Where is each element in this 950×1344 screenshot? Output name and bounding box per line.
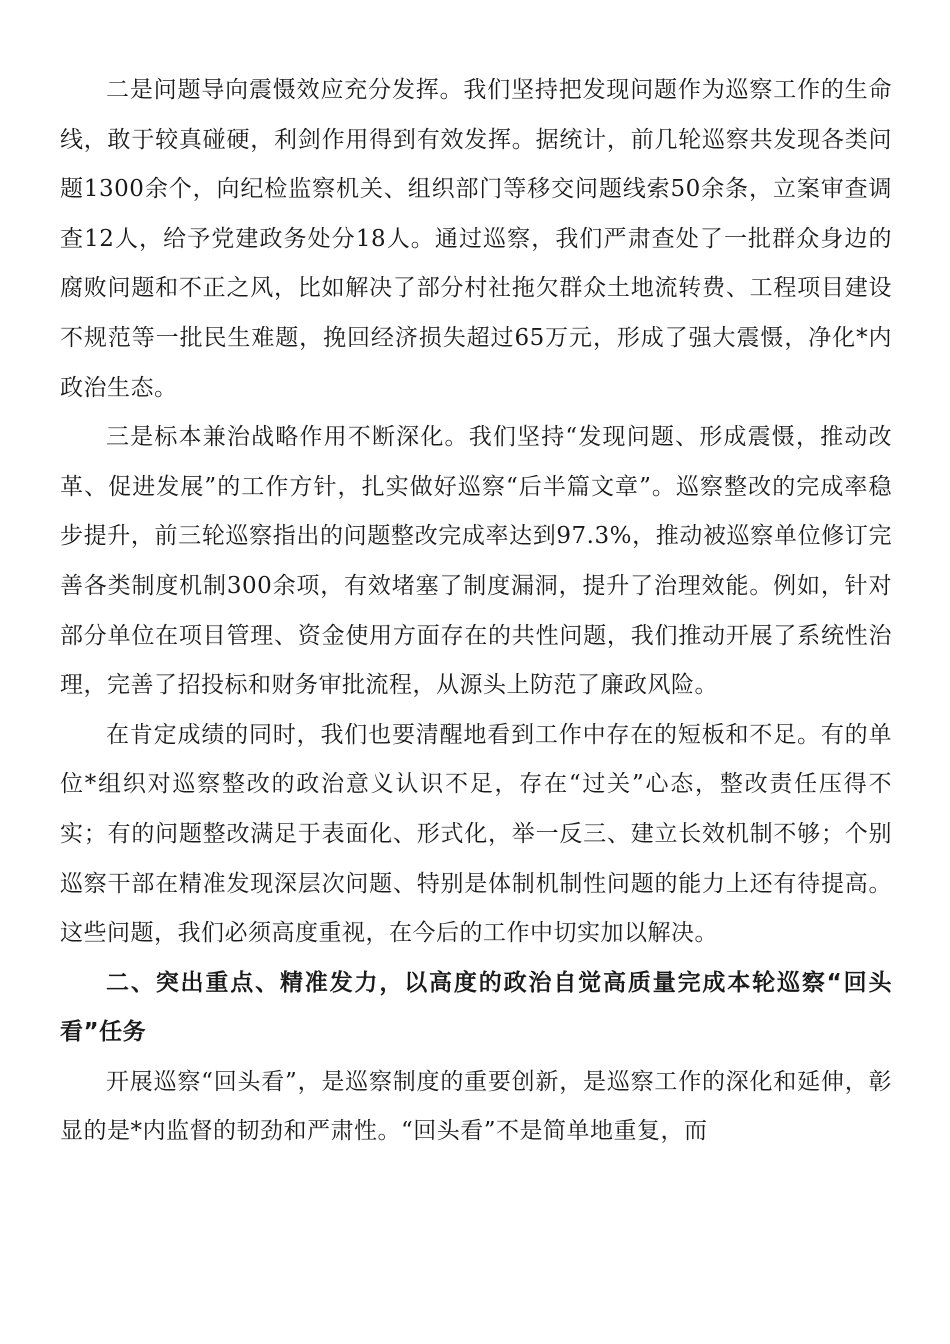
document-body xyxy=(60,66,892,1157)
paragraph-review-intro: 开展巡察“回头看”，是巡察制度的重要创新，是巡察工作的深化和延伸，彰显的是*内监督的韧劲和严肃性。“回头看”不是简单地重复，而 xyxy=(60,1068,892,1145)
section-heading-two: 二、突出重点、精准发力，以高度的政治自觉高质量完成本轮巡察“回头看”任务 xyxy=(60,969,892,1046)
paragraph-shortcomings: 在肯定成绩的同时，我们也要清醒地看到工作中存在的短板和不足。有的单位*组织对巡察整改的政治意义认识不足，存在“过关”心态，整改责任压得不实；有的问题整改满足于表面化、形式化，举一反三、建立长效机制不够；个别巡察干部在精准发现深层次问题、特别是体制机制性问题的能力上还有待提高。这些问题，我们必须高度重视，在今后的工作中切实加以解决。 xyxy=(60,721,892,947)
paragraph-achievement-three: 三是标本兼治战略作用不断深化。我们坚持“发现问题、形成震慑，推动改革、促进发展”的工作方针，扎实做好巡察“后半篇文章”。巡察整改的完成率稳步提升，前三轮巡察指出的问题整改完成率达到97.3%，推动被巡察单位修订完善各类制度机制300余项，有效堵塞了制度漏洞，提升了治理效能。例如，针对部分单位在项目管理、资金使用方面存在的共性问题，我们推动开展了系统性治理，完善了招投标和财务审批流程，从源头上防范了廉政风险。 xyxy=(60,424,892,699)
paragraph-achievement-two: 二是问题导向震慑效应充分发挥。我们坚持把发现问题作为巡察工作的生命线，敢于较真碰硬，利剑作用得到有效发挥。据统计，前几轮巡察共发现各类问题1300余个，向纪检监察机关、组织部门等移交问题线索50余条，立案审查调查12人，给予党建政务处分18人。通过巡察，我们严肃查处了一批群众身边的腐败问题和不正之风，比如解决了部分村社拖欠群众土地流转费、工程项目建设不规范等一批民生难题，挽回经济损失超过65万元，形成了强大震慑，净化*内政治生态。 xyxy=(60,77,892,401)
